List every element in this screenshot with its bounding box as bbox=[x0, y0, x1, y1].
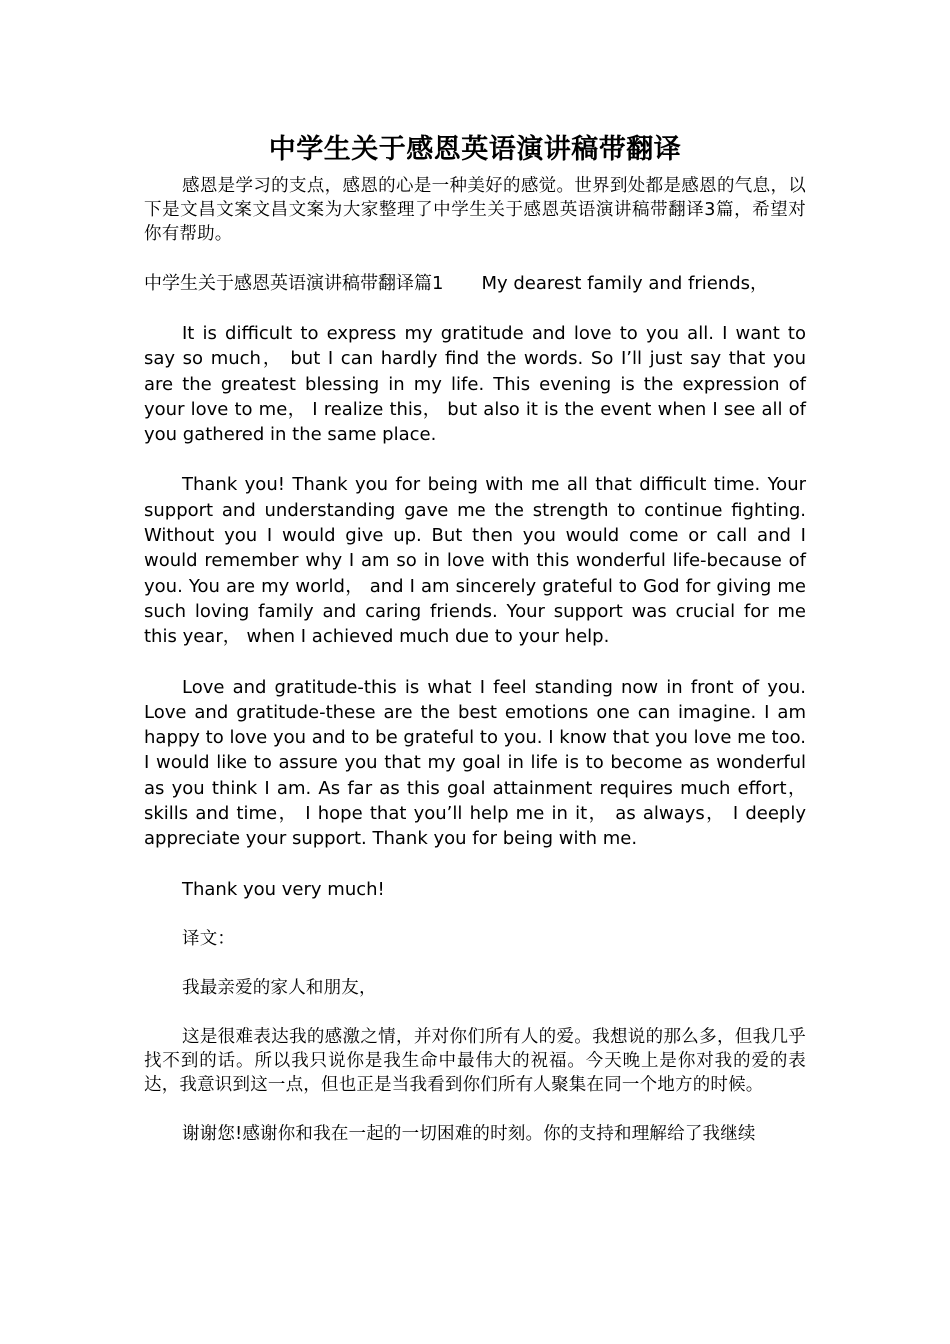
document-page bbox=[144, 128, 806, 1146]
salutation: My dearest family and friends， bbox=[481, 273, 769, 294]
section-heading: 中学生关于感恩英语演讲稿带翻译篇1 bbox=[144, 273, 444, 294]
english-paragraph: It is difficult to express my gratitude and love to you all. I want to say so much， but I can hardly find the words. So I’ll just say that you are the greatest blessing in my life. This evening is the expression of your love to me， I realize this， but also it is the event when I see all of you gathered in the same place. bbox=[144, 323, 806, 446]
intro-paragraph: 感恩是学习的支点，感恩的心是一种美好的感觉。世界到处都是感恩的气息，以下是文昌文案文昌文案为大家整理了中学生关于感恩英语演讲稿带翻译3篇，希望对你有帮助。 bbox=[144, 176, 806, 244]
english-paragraph: Thank you very much! bbox=[182, 878, 385, 900]
english-paragraph: Love and gratitude-this is what I feel standing now in front of you. Love and gratitude-these are the best emotions one can imagine. I am happy to love you and to be grateful to you. I know that you love me too. I would like to assure you that my goal in life is to become as wonderful as you think I am. As far as this goal attainment requires much effort， skills and time， I hope that you’ll help me in it， as always， I deeply appreciate your support. Thank you for being with me. bbox=[144, 676, 806, 850]
chinese-paragraph: 这是很难表达我的感激之情，并对你们所有人的爱。我想说的那么多，但我几乎找不到的话。所以我只说你是我生命中最伟大的祝福。今天晚上是你对我的爱的表达，我意识到这一点，但也正是当我看到你们所有人聚集在同一个地方的时候。 bbox=[144, 1026, 806, 1095]
chinese-paragraph: 谢谢您!感谢你和我在一起的一切困难的时刻。你的支持和理解给了我继续 bbox=[182, 1123, 756, 1144]
translation-label: 译文： bbox=[182, 928, 236, 949]
document-title: 中学生关于感恩英语演讲稿带翻译 bbox=[268, 134, 682, 165]
section-heading-line bbox=[144, 271, 806, 296]
english-paragraph: Thank you! Thank you for being with me all that difficult time. Your support and understanding gave me the strength to continue fighting. Without you I would give up. But then you would come or call and I would remember why I am so in love with this wonderful life-because of you. You are my world， and I am sincerely grateful to God for giving me such loving family and caring friends. Your support was crucial for me this year， when I achieved much due to your help. bbox=[144, 474, 806, 648]
chinese-paragraph: 我最亲爱的家人和朋友， bbox=[182, 977, 377, 998]
